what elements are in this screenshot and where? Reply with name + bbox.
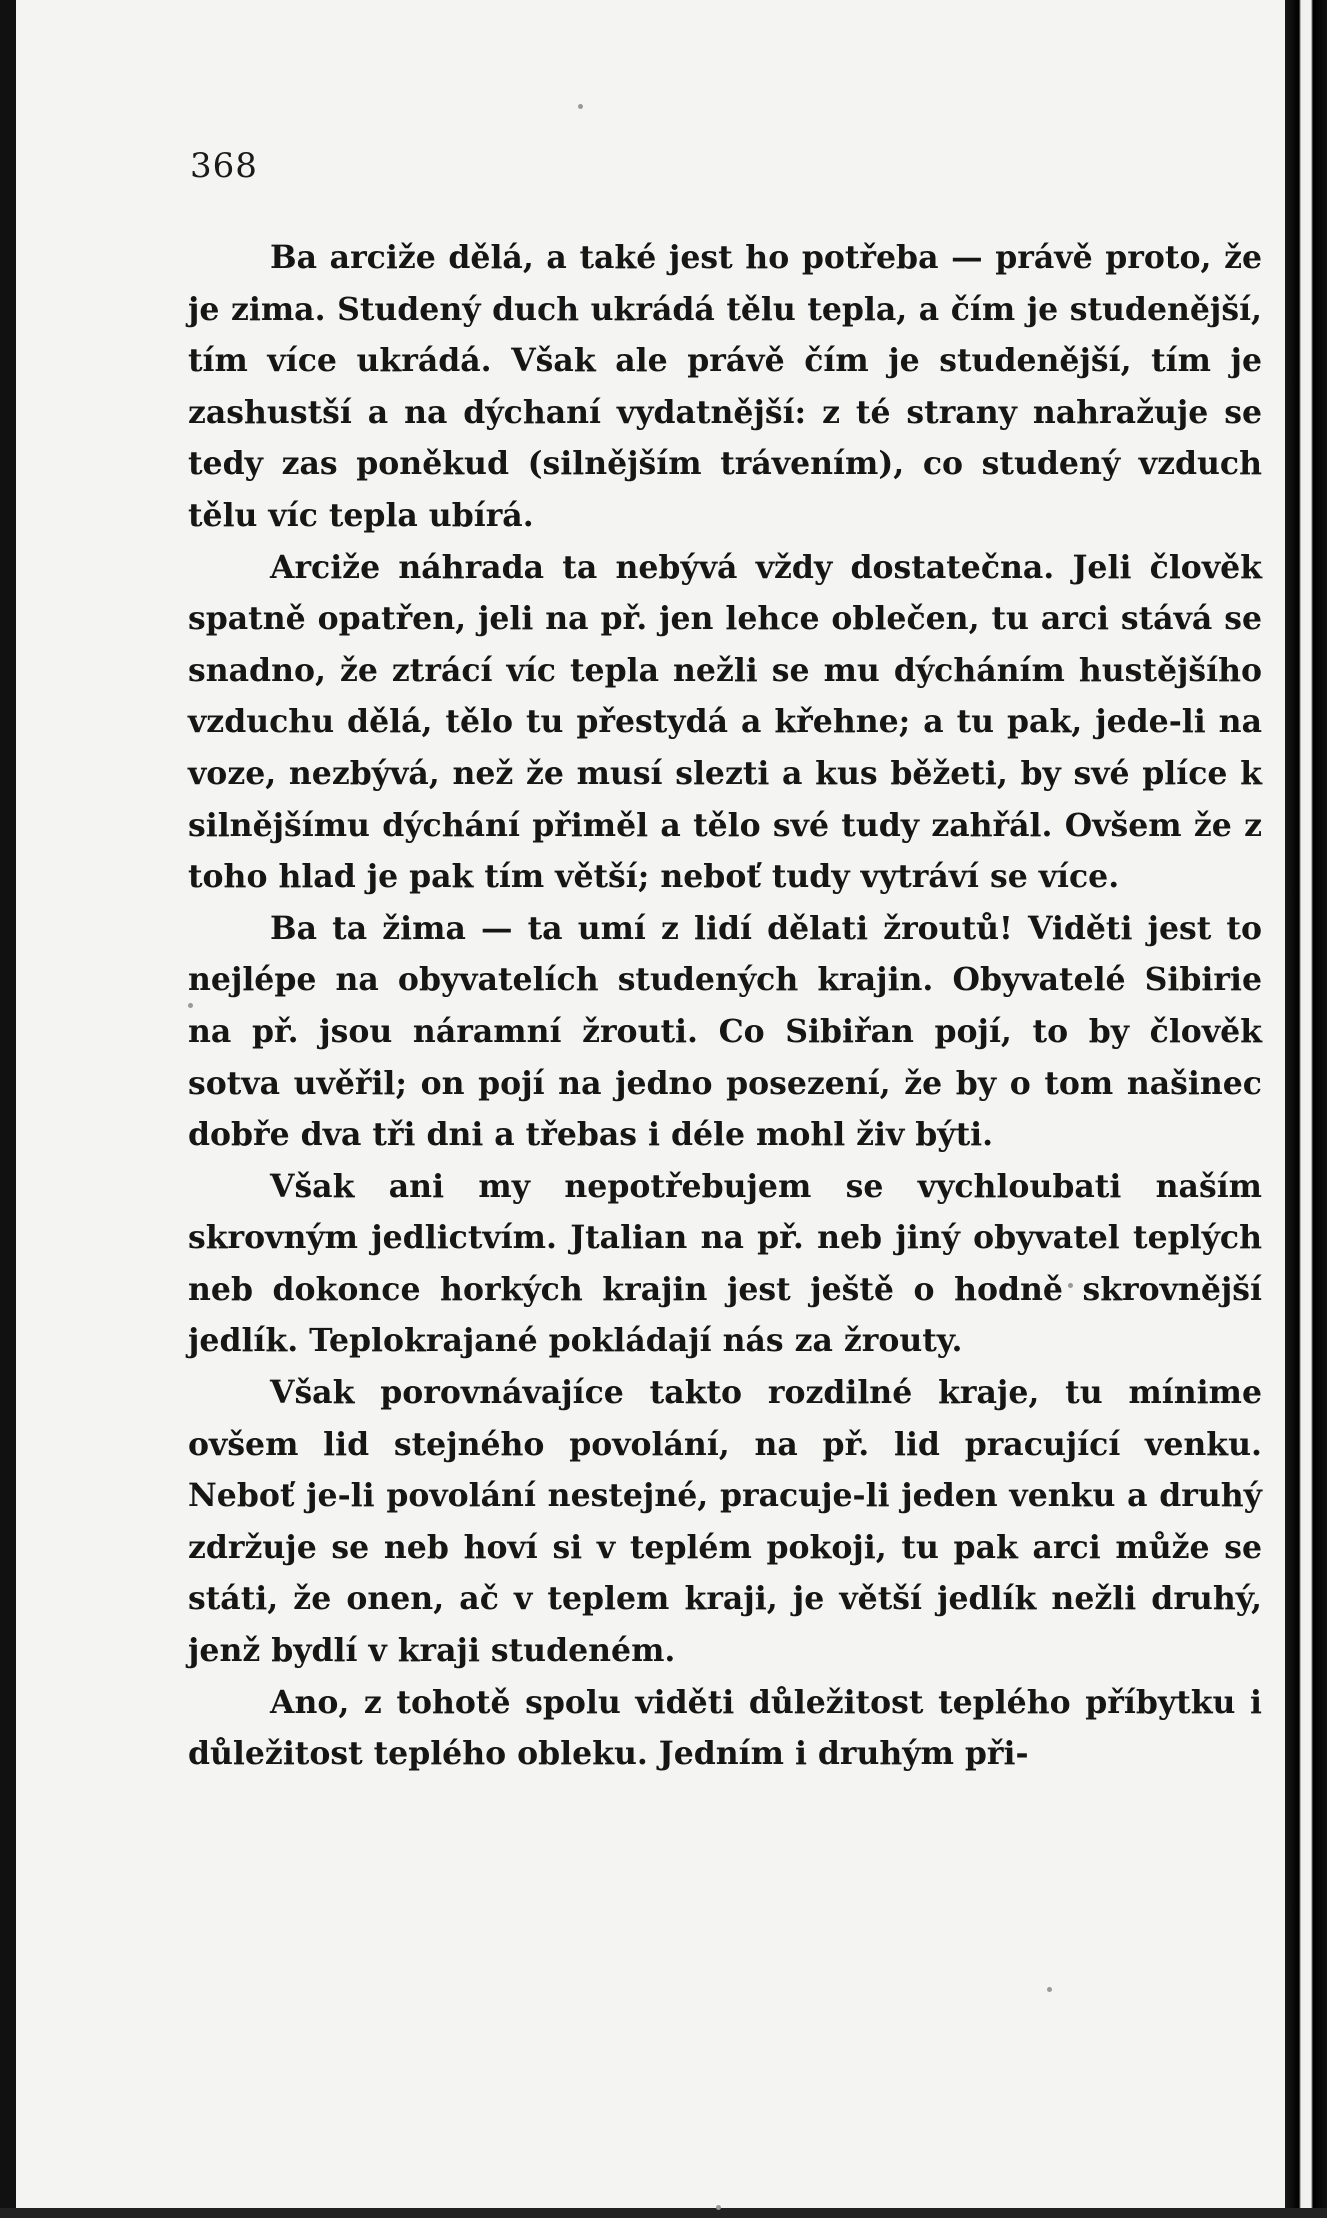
page-number: 368 xyxy=(190,146,258,186)
dust-speck xyxy=(578,104,583,109)
scan-bottom-edge xyxy=(0,2208,1327,2218)
paragraph: Arciže náhrada ta nebývá vždy dostatečna. Jeli člověk spatně opatřen, jeli na př. jen lehce oblečen, tu arci stává se snadno, že ztrácí víc tepla nežli se mu dýcháním hustějšího vzduchu dělá, tělo tu přestydá a křehne; a tu pak, jede-li na voze, nezbývá, než že musí slezti a kus běžeti, by své plíce k silnějšímu dýchání přiměl a tělo své tudy zahřál. Ovšem že z toho hlad je pak tím větší; neboť tudy vytráví se více. xyxy=(188,548,1262,896)
paragraph: Však ani my nepotřebujem se vychloubati naším skrovným jedlictvím. Jtalian na př. neb jiný obyvatel teplých neb dokonce horkých krajin jest ještě o hodně skrovnější jedlík. Teplokrajané pokládají nás za žrouty. xyxy=(188,1167,1262,1360)
scan-left-edge xyxy=(0,0,16,2218)
paragraph: Ba ta žima — ta umí z lidí dělati žroutů! Viděti jest to nejlépe na obyvatelích studených krajin. Obyvatelé Sibirie na př. jsou náramní žrouti. Co Sibiřan pojí, to by člověk sotva uvěřil; on pojí na jedno posezení, že by o tom našinec dobře dva tři dni a třebas i déle mohl živ býti. xyxy=(188,909,1262,1154)
paragraph: Ba arciže dělá, a také jest ho potřeba — právě proto, že je zima. Studený duch ukrádá tělu tepla, a čím je studenější, tím více ukrádá. Však ale právě čím je studenější, tím je zashustší a na dýchaní vydatnější: z té strany nahražuje se tedy zas poněkud (silnějším trávením), co studený vzduch tělu víc tepla ubírá. xyxy=(188,239,1262,534)
page-body-text xyxy=(188,232,1262,1780)
paragraph: Však porovnávajíce takto rozdilné kraje, tu mínime ovšem lid stejného povolání, na př. lid pracující venku. Neboť je-li povolání nestejné, pracuje-li jeden venku a druhý zdržuje se neb hoví si v teplém pokoji, tu pak arci může se státi, že onen, ač v teplem kraji, je větší jedlík nežli druhý, jenž bydlí v kraji studeném. xyxy=(188,1374,1262,1670)
scan-right-gutter xyxy=(1285,0,1327,2218)
dust-speck xyxy=(716,2205,721,2210)
dust-speck xyxy=(1047,1987,1052,1992)
paragraph: Ano, z tohotě spolu viděti důležitost teplého příbytku i důležitost teplého obleku. Jedním i druhým při- xyxy=(188,1683,1262,1773)
